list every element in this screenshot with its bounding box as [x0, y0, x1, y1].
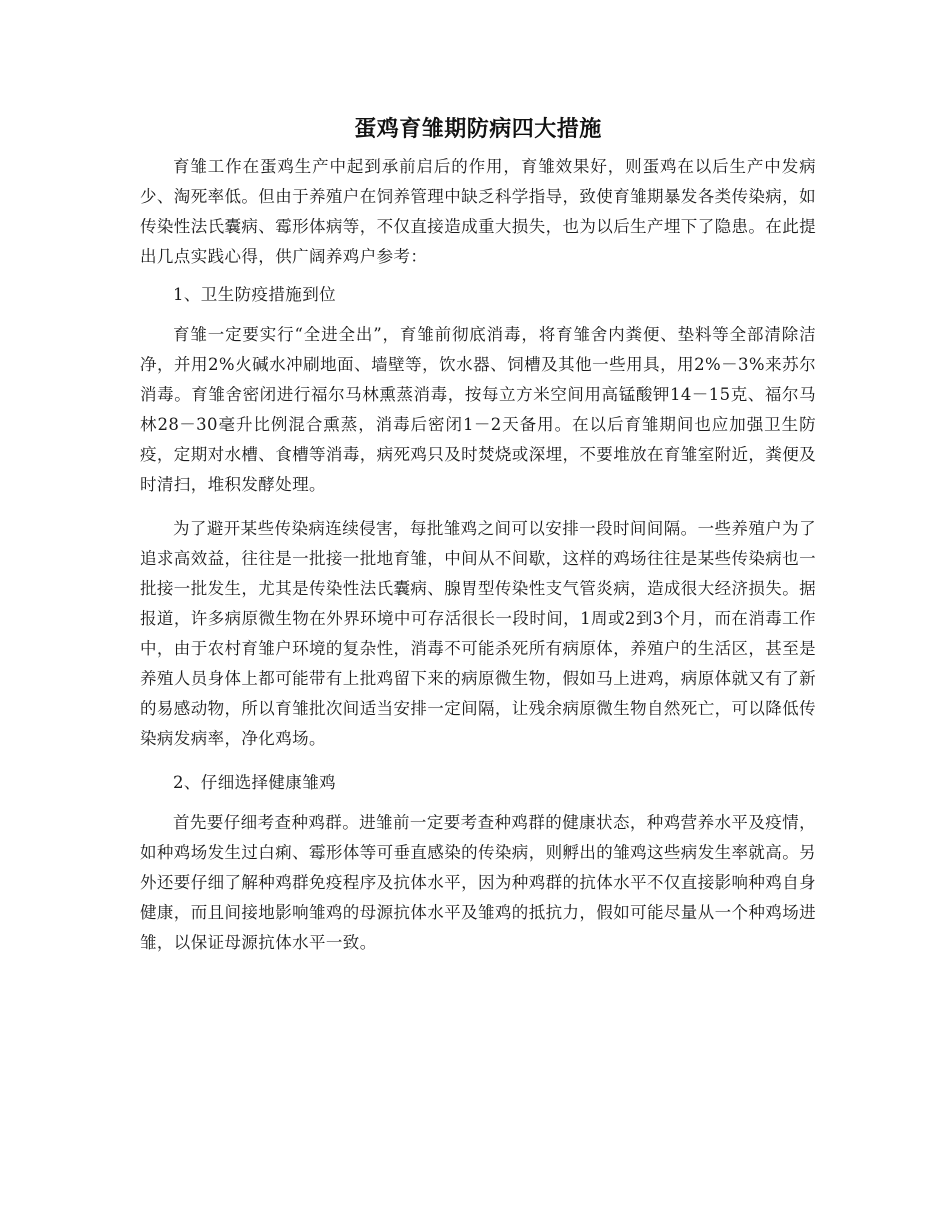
intro-paragraph: 育雏工作在蛋鸡生产中起到承前启后的作用，育雏效果好，则蛋鸡在以后生产中发病少、淘死率低。但由于养殖户在饲养管理中缺乏科学指导，致使育雏期暴发各类传染病，如传染性法氏囊病、霉形体病等，不仅直接造成重大损失，也为以后生产埋下了隐患。在此提出几点实践心得，供广阔养鸡户参考：	[140, 157, 816, 266]
section2-paragraph-1: 首先要仔细考查种鸡群。进雏前一定要考查种鸡群的健康状态，种鸡营养水平及疫情，如种鸡场发生过白痢、霉形体等可垂直感染的传染病，则孵出的雏鸡这些病发生率就高。另外还要仔细了解种鸡群免疫程序及抗体水平，因为种鸡群的抗体水平不仅直接影响种鸡自身健康，而且间接地影响雏鸡的母源抗体水平及雏鸡的抵抗力，假如可能尽量从一个种鸡场进雏，以保证母源抗体水平一致。	[140, 813, 816, 952]
section1-paragraph-2: 为了避开某些传染病连续侵害，每批雏鸡之间可以安排一段时间间隔。一些养殖户为了追求高效益，往往是一批接一批地育雏，中间从不间歇，这样的鸡场往往是某些传染病也一批接一批发生，尤其是传染性法氏囊病、腺胃型传染性支气管炎病，造成很大经济损失。据报道，许多病原微生物在外界环境中可存活很长一段时间，1周或2到3个月，而在消毒工作中，由于农村育雏户环境的复杂性，消毒不可能杀死所有病原体，养殖户的生活区，甚至是养殖人员身体上都可能带有上批鸡留下来的病原微生物，假如马上进鸡，病原体就又有了新的易感动物，所以育雏批次间适当安排一定间隔，让残余病原微生物自然死亡，可以降低传染病发病率，净化鸡场。	[140, 519, 816, 748]
section-heading-1: 1、卫生防疫措施到位	[173, 285, 336, 304]
document-title: 蛋鸡育雏期防病四大措施	[354, 117, 602, 142]
section1-paragraph-1: 育雏一定要实行“全进全出”，育雏前彻底消毒，将育雏舍内粪便、垫料等全部清除洁净，并用2%火碱水冲刷地面、墙壁等，饮水器、饲槽及其他一些用具，用2%－3%来苏尔消毒。育雏舍密闭进行福尔马林熏蒸消毒，按每立方米空间用高锰酸钾14－15克、福尔马林28－30毫升比例混合熏蒸，消毒后密闭1－2天备用。在以后育雏期间也应加强卫生防疫，定期对水槽、食槽等消毒，病死鸡只及时焚烧或深埋，不要堆放在育雏室附近，粪便及时清扫，堆积发酵处理。	[140, 325, 816, 494]
document-page	[140, 0, 816, 958]
section-heading-2: 2、仔细选择健康雏鸡	[173, 773, 336, 792]
